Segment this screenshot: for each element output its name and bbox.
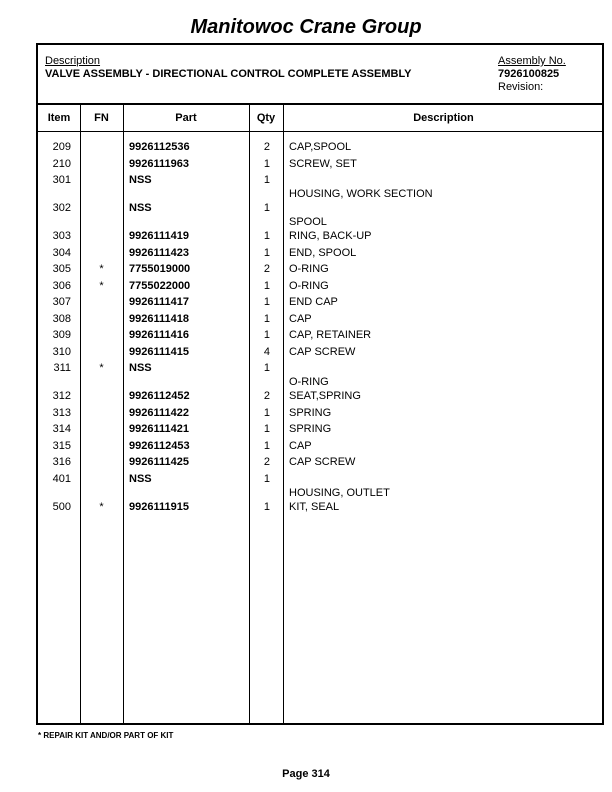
part-description: CAP,SPOOL <box>289 141 352 153</box>
parts-rows <box>38 140 602 516</box>
item-number: 316 <box>52 456 71 468</box>
part-number: 9926111915 <box>129 500 189 513</box>
item-number: 302 <box>52 202 71 214</box>
table-row <box>38 262 602 279</box>
company-title: Manitowoc Crane Group <box>190 16 422 38</box>
part-number: 7755019000 <box>129 263 191 275</box>
part-number: NSS <box>129 362 152 374</box>
table-row <box>38 361 602 389</box>
item-number: 310 <box>52 345 71 358</box>
part-number: 9926112536 <box>129 141 190 153</box>
item-number: 210 <box>52 157 71 170</box>
part-description: SPRING <box>289 423 332 435</box>
table-row <box>38 140 602 157</box>
item-number: 303 <box>52 230 71 242</box>
table-row <box>38 472 602 500</box>
part-description: CAP <box>289 312 312 325</box>
part-description: SPOOL <box>289 216 327 228</box>
item-number: 311 <box>53 362 71 374</box>
col-item: Item <box>47 112 71 124</box>
revision-label: Revision: <box>498 81 544 93</box>
item-number: 500 <box>52 500 71 513</box>
part-number: 9926111417 <box>129 296 189 308</box>
item-number: 209 <box>52 141 71 153</box>
part-description: HOUSING, OUTLET <box>289 486 390 499</box>
part-description: HOUSING, WORK SECTION <box>289 188 433 200</box>
col-qty: Qty <box>256 112 276 124</box>
footnote-marker: * <box>99 500 104 513</box>
assembly-header <box>38 45 602 105</box>
part-number: 9926111419 <box>129 230 189 242</box>
quantity: 1 <box>263 362 270 374</box>
table-row <box>38 157 602 174</box>
footnote: * REPAIR KIT AND/OR PART OF KIT <box>38 731 174 740</box>
item-number: 306 <box>52 279 71 292</box>
quantity: 1 <box>263 312 270 325</box>
part-description: RING, BACK-UP <box>289 230 372 242</box>
part-number: 9926111423 <box>129 246 189 259</box>
item-number: 309 <box>52 329 71 341</box>
quantity: 2 <box>263 141 270 153</box>
quantity: 1 <box>263 279 270 292</box>
col-fn: FN <box>94 112 109 124</box>
quantity: 2 <box>263 263 270 275</box>
part-number: 9926111418 <box>129 312 189 325</box>
part-description: SEAT,SPRING <box>289 390 361 402</box>
part-number: NSS <box>129 174 152 186</box>
table-row <box>38 173 602 201</box>
item-number: 305 <box>52 263 71 275</box>
quantity: 1 <box>263 202 270 214</box>
item-number: 401 <box>52 472 71 485</box>
item-number: 304 <box>52 246 71 259</box>
table-row <box>38 279 602 296</box>
col-description: Description <box>413 112 474 124</box>
table-row <box>38 295 602 312</box>
item-number: 313 <box>52 406 71 419</box>
quantity: 1 <box>263 174 270 186</box>
footnote-marker: * <box>99 362 104 374</box>
table-row <box>38 328 602 345</box>
part-description: CAP, RETAINER <box>289 329 372 341</box>
part-number: 9926111416 <box>129 329 189 341</box>
part-description: O-RING <box>289 376 329 388</box>
quantity: 1 <box>263 423 270 435</box>
table-row <box>38 246 602 263</box>
table-row <box>38 455 602 472</box>
part-number: 9926111963 <box>129 157 189 170</box>
quantity: 1 <box>263 472 270 485</box>
table-row <box>38 389 602 406</box>
footnote-marker: * <box>99 263 104 275</box>
item-number: 308 <box>52 312 71 325</box>
col-part: Part <box>175 112 197 124</box>
quantity: 1 <box>263 157 270 170</box>
part-description: END CAP <box>289 296 338 308</box>
quantity: 1 <box>263 296 270 308</box>
part-description: KIT, SEAL <box>289 500 340 513</box>
part-description: CAP SCREW <box>289 345 356 358</box>
table-row <box>38 229 602 246</box>
part-number: 9926111415 <box>129 345 189 358</box>
table-row <box>38 201 602 229</box>
quantity: 1 <box>263 329 270 341</box>
parts-list-frame <box>36 43 604 725</box>
quantity: 1 <box>263 439 270 452</box>
quantity: 1 <box>263 500 270 513</box>
item-number: 307 <box>52 296 71 308</box>
part-description: O-RING <box>289 263 329 275</box>
quantity: 2 <box>263 390 270 402</box>
quantity: 2 <box>263 456 270 468</box>
footnote-marker: * <box>99 279 104 292</box>
part-description: CAP <box>289 439 312 452</box>
assembly-description: VALVE ASSEMBLY - DIRECTIONAL CONTROL COMPLETE ASSEMBLY <box>45 68 412 80</box>
quantity: 1 <box>263 406 270 419</box>
table-row <box>38 406 602 423</box>
table-row <box>38 422 602 439</box>
assembly-no-label: Assembly No. <box>498 55 566 67</box>
part-number: NSS <box>129 472 152 485</box>
page-number: Page 314 <box>282 768 330 780</box>
table-row <box>38 345 602 362</box>
item-number: 314 <box>52 423 71 435</box>
part-number: 9926111422 <box>129 406 189 419</box>
quantity: 1 <box>263 230 270 242</box>
part-number: 9926112453 <box>129 439 190 452</box>
quantity: 1 <box>263 246 270 259</box>
part-description: END, SPOOL <box>289 246 357 259</box>
part-description: CAP SCREW <box>289 456 356 468</box>
assembly-number: 7926100825 <box>498 68 560 80</box>
quantity: 4 <box>263 345 270 358</box>
part-description: SCREW, SET <box>289 157 357 170</box>
part-number: 9926111421 <box>129 423 189 435</box>
part-description: O-RING <box>289 279 329 292</box>
item-number: 312 <box>52 390 71 402</box>
part-description: SPRING <box>289 406 332 419</box>
table-row <box>38 439 602 456</box>
part-number: 9926111425 <box>129 456 189 468</box>
item-number: 315 <box>52 439 71 452</box>
description-label: Description <box>45 55 101 67</box>
part-number: 9926112452 <box>129 390 190 402</box>
item-number: 301 <box>52 174 71 186</box>
table-row <box>38 312 602 329</box>
part-number: 7755022000 <box>129 279 191 292</box>
part-number: NSS <box>129 202 152 214</box>
table-row <box>38 500 602 517</box>
